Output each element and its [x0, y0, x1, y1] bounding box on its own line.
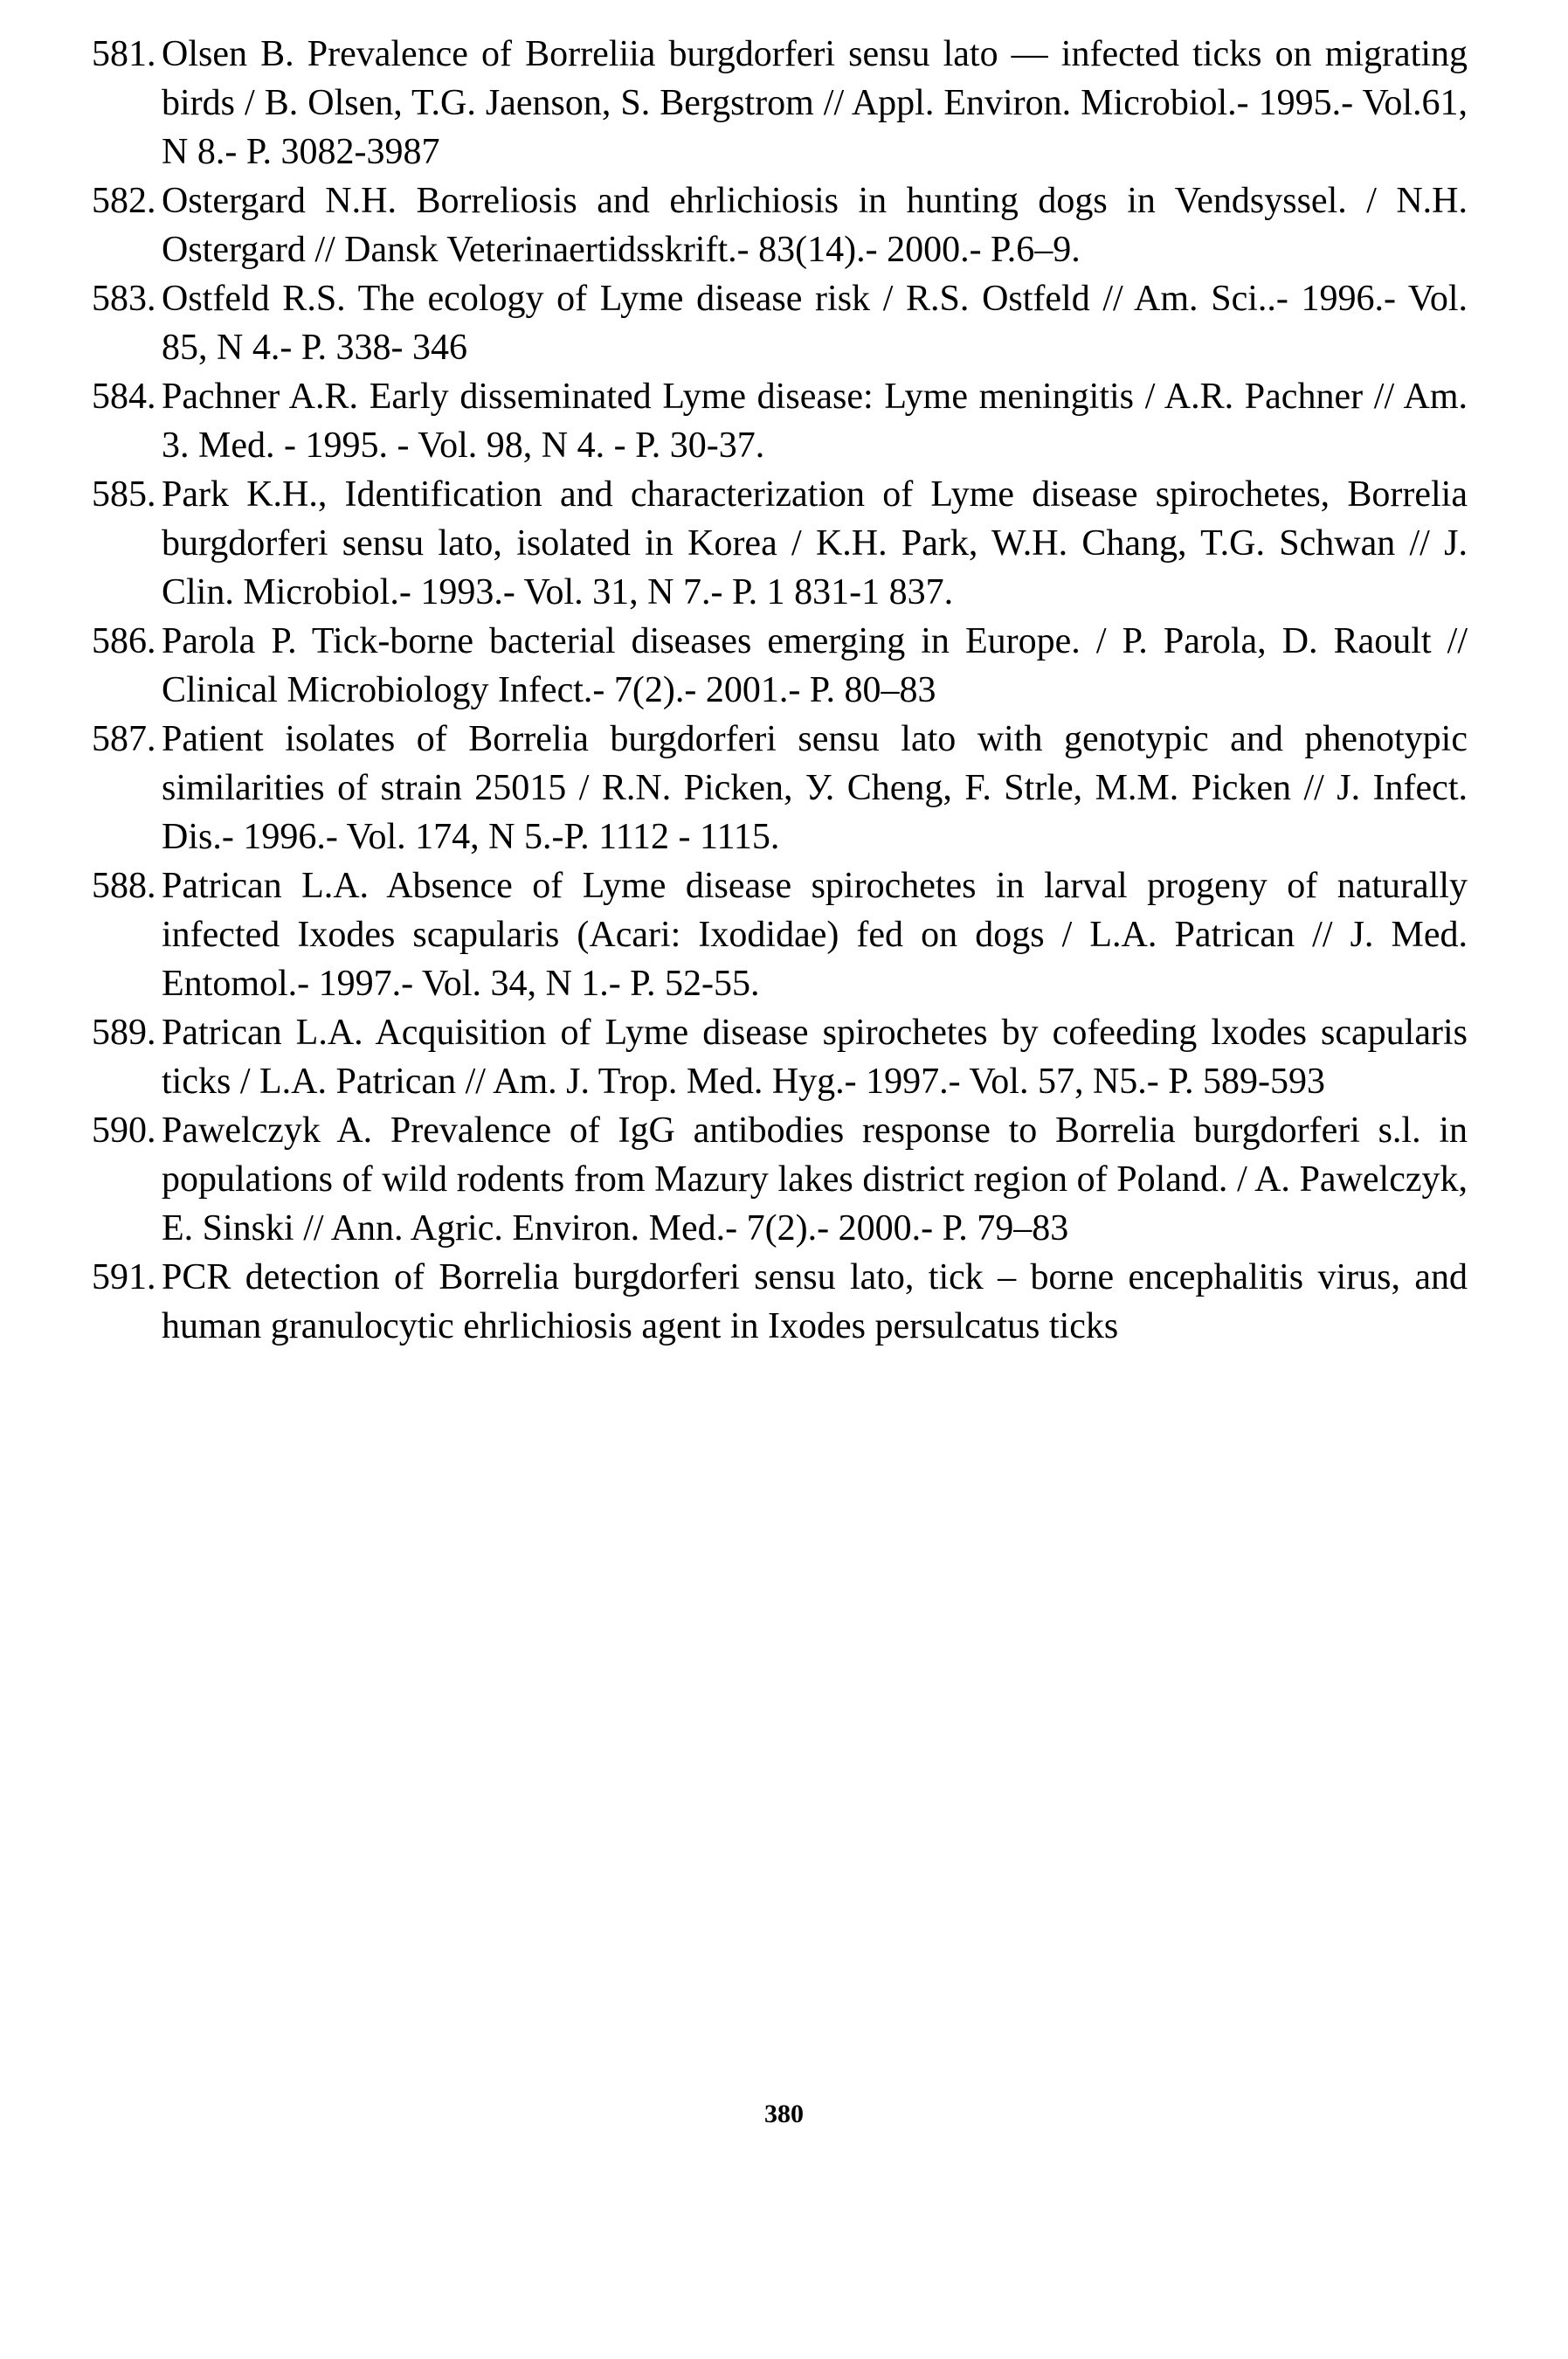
reference-number: 588. — [92, 866, 156, 906]
reference-list — [92, 30, 1468, 1351]
reference-text: Parola P. Tick-borne bacterial diseases emerging in Europe. / P. Parola, D. Raoult // Clinical Microbiology Infect.- 7(2).- 2001.- P. 80–83 — [162, 621, 1468, 710]
reference-item-586 — [92, 617, 1468, 715]
reference-item-581 — [92, 30, 1468, 176]
reference-text: Patrican L.A. Absence of Lyme disease spirochetes in larval progeny of naturally infected Ixodes scapularis (Acari: Ixodidae) fed on dogs / L.A. Patrican // J. Med. Entomol.- 1997.- Vol. 34, N 1.- P. 52-55. — [162, 866, 1468, 1004]
reference-number: 582. — [92, 181, 156, 221]
reference-number: 591. — [92, 1257, 156, 1297]
reference-number: 584. — [92, 377, 156, 417]
reference-item-590 — [92, 1106, 1468, 1253]
reference-text: Patrican L.A. Acquisition of Lyme disease spirochetes by cofeeding lxodes scapularis ticks / L.A. Patrican // Am. J. Trop. Med. Hyg.- 1997.- Vol. 57, N5.- P. 589-593 — [162, 1013, 1468, 1102]
reference-number: 586. — [92, 621, 156, 661]
reference-text: Olsen B. Prevalence of Borreliia burgdorferi sensu lato — infected ticks on migrating birds / B. Olsen, T.G. Jaenson, S. Bergstrom // Appl. Environ. Microbiol.- 1995.- Vol.61, N 8.- P. 3082-3987 — [162, 34, 1468, 172]
reference-number: 585. — [92, 474, 156, 515]
reference-text: Patient isolates of Borrelia burgdorferi sensu lato with genotypic and phenotypic similarities of strain 25015 / R.N. Picken, У. Cheng, F. Strle, M.M. Picken // J. Infect. Dis.- 1996.- Vol. 174, N 5.-P. 1112 - 1115. — [162, 719, 1468, 857]
reference-number: 590. — [92, 1110, 156, 1151]
page-number: 380 — [764, 2100, 804, 2128]
reference-item-589 — [92, 1008, 1468, 1106]
reference-text: Pachner A.R. Early disseminated Lyme disease: Lyme meningitis / A.R. Pachner // Am. 3. Med. - 1995. - Vol. 98, N 4. - P. 30-37. — [162, 377, 1468, 466]
reference-number: 587. — [92, 719, 156, 759]
reference-item-588 — [92, 861, 1468, 1008]
reference-item-584 — [92, 372, 1468, 470]
reference-item-587 — [92, 715, 1468, 861]
reference-text: Park K.H., Identification and characterization of Lyme disease spirochetes, Borrelia burgdorferi sensu lato, isolated in Korea / K.H. Park, W.H. Chang, T.G. Schwan // J. Clin. Microbiol.- 1993.- Vol. 31, N 7.- P. 1 831-1 837. — [162, 474, 1468, 612]
reference-item-582 — [92, 176, 1468, 274]
reference-number: 583. — [92, 279, 156, 319]
reference-number: 589. — [92, 1013, 156, 1053]
reference-number: 581. — [92, 34, 156, 74]
reference-item-591 — [92, 1253, 1468, 1351]
reference-text: Ostergard N.H. Borreliosis and ehrlichiosis in hunting dogs in Vendsyssel. / N.H. Ostergard // Dansk Veterinaertidsskrift.- 83(14).- 2000.- P.6–9. — [162, 181, 1468, 270]
reference-text: Ostfeld R.S. The ecology of Lyme disease risk / R.S. Ostfeld // Am. Sci..- 1996.- Vol. 85, N 4.- P. 338- 346 — [162, 279, 1468, 368]
reference-item-583 — [92, 274, 1468, 372]
reference-text: Pawelczyk A. Prevalence of IgG antibodies response to Borrelia burgdorferi s.l. in populations of wild rodents from Mazury lakes district region of Poland. / A. Pawelczyk, E. Sinski // Ann. Agric. Environ. Med.- 7(2).- 2000.- P. 79–83 — [162, 1110, 1468, 1249]
reference-item-585 — [92, 470, 1468, 617]
reference-text: PCR detection of Borrelia burgdorferi sensu lato, tick – borne encephalitis virus, and human granulocytic ehrlichiosis agent in Ixodes persulcatus ticks — [162, 1257, 1468, 1346]
